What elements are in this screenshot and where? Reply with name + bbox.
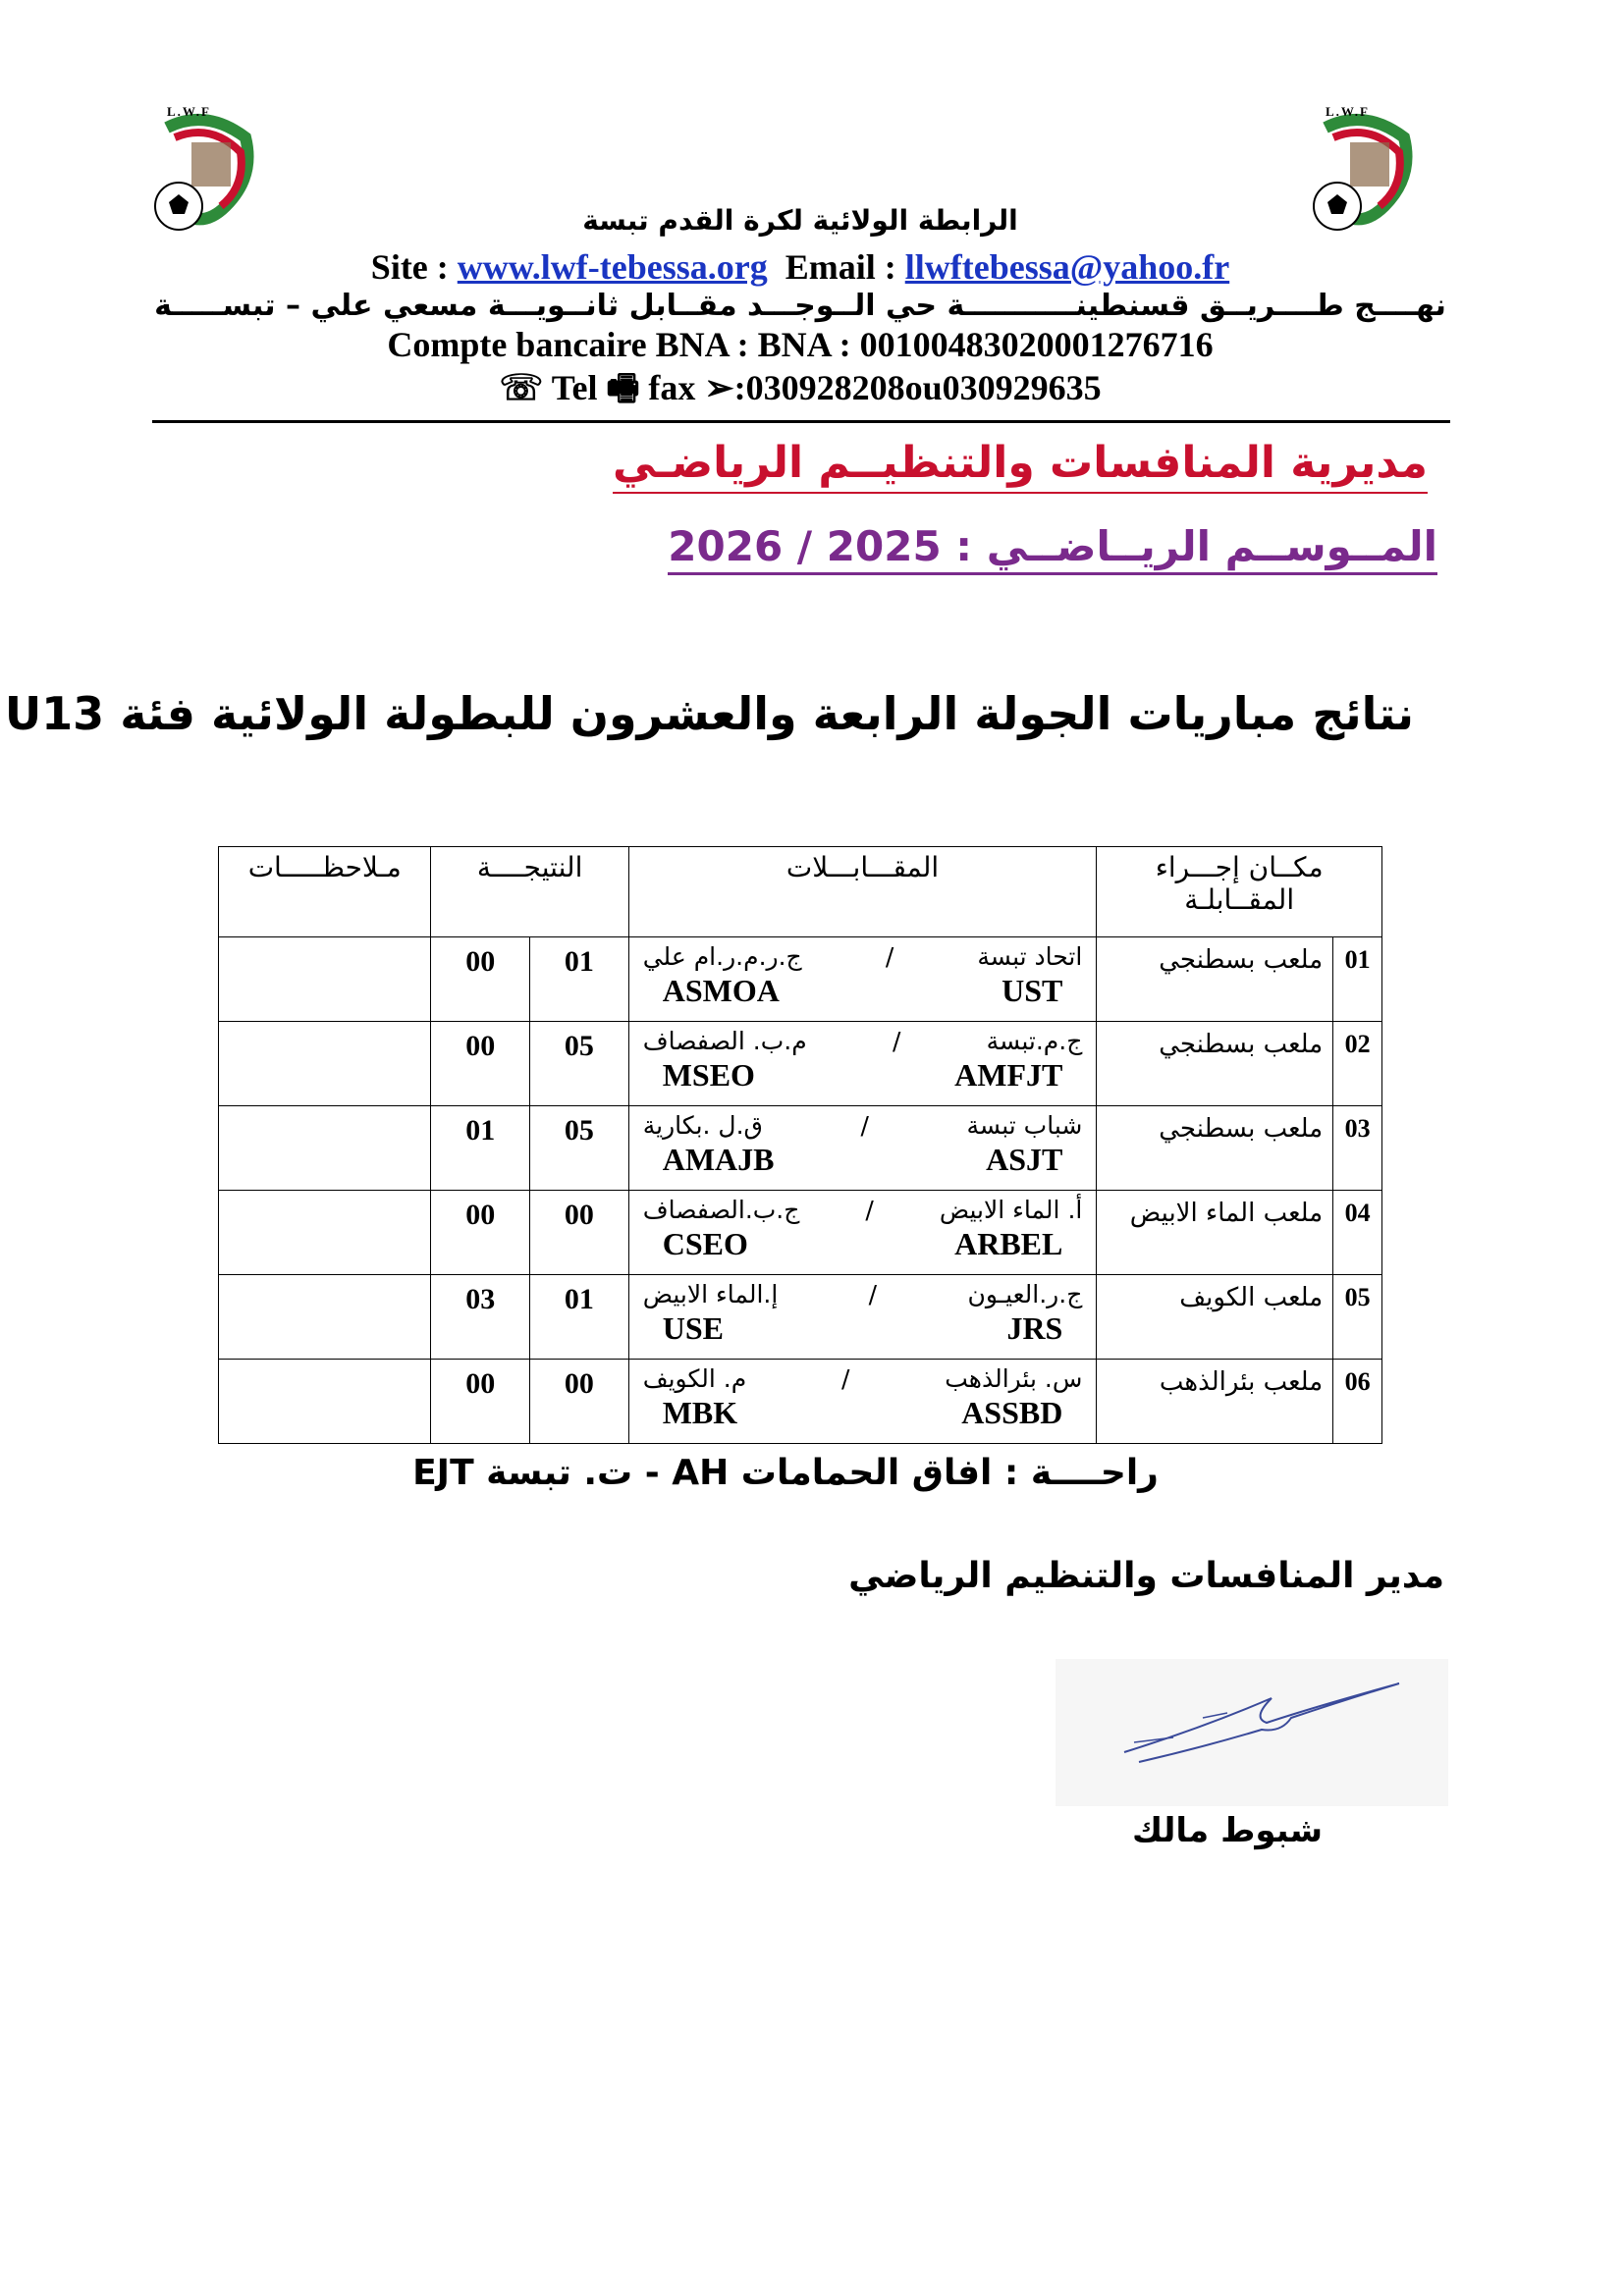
home-score: 05 <box>530 1106 629 1191</box>
league-name: الرابطة الولائية لكرة القدم تبسة <box>582 204 1018 237</box>
document-title: نتائج مباريات الجولة الرابعة والعشرون للبطولة الولائية فئة U13 <box>4 687 1414 740</box>
signature <box>1056 1659 1448 1806</box>
teams-codes <box>643 1310 1083 1346</box>
email-label: Email : <box>785 247 905 287</box>
letterhead <box>147 196 1453 409</box>
match-venue: ملعب بسطنجي <box>1097 1022 1333 1106</box>
match-notes <box>219 1106 431 1191</box>
home-team: أ. الماء الابيض <box>939 1196 1083 1224</box>
match-teams <box>628 1191 1097 1275</box>
away-score: 00 <box>431 1360 530 1444</box>
away-team: ج.ر.م.ر.ام علي <box>642 942 802 971</box>
away-score: 03 <box>431 1275 530 1360</box>
match-number: 05 <box>1333 1275 1382 1360</box>
logo-text: L.W.F <box>167 104 211 119</box>
away-team-code: MBK <box>662 1395 738 1430</box>
away-score: 00 <box>431 937 530 1022</box>
match-venue: ملعب بئرالذهب <box>1097 1360 1333 1444</box>
match-venue: ملعب بسطنجي <box>1097 937 1333 1022</box>
teams-arabic <box>643 1026 1083 1057</box>
home-team-code: ARBEL <box>954 1226 1063 1261</box>
match-venue: ملعب بسطنجي <box>1097 1106 1333 1191</box>
teams-codes <box>643 1395 1083 1430</box>
results-table <box>218 846 1382 1444</box>
teams-codes <box>643 1142 1083 1177</box>
home-team-code: ASJT <box>986 1142 1063 1177</box>
match-teams <box>628 1275 1097 1360</box>
home-score: 01 <box>530 1275 629 1360</box>
match-venue: ملعب الماء الابيض <box>1097 1191 1333 1275</box>
away-score: 00 <box>431 1022 530 1106</box>
header-matches: المقـــابـــلات <box>628 847 1097 937</box>
header-result: النتيجــــة <box>431 847 628 937</box>
match-teams <box>628 1360 1097 1444</box>
away-team-code: CSEO <box>662 1226 748 1261</box>
away-team: إ.الماء الابيض <box>642 1280 779 1308</box>
match-notes <box>219 1360 431 1444</box>
separator: / <box>892 1027 901 1055</box>
separator: / <box>868 1280 878 1308</box>
home-score: 00 <box>530 1191 629 1275</box>
teams-codes <box>643 973 1083 1008</box>
table-row <box>219 1191 1382 1275</box>
match-number: 06 <box>1333 1360 1382 1444</box>
home-score: 00 <box>530 1360 629 1444</box>
home-team: اتحاد تبسة <box>977 942 1083 971</box>
home-score: 01 <box>530 937 629 1022</box>
home-team: شباب تبسة <box>966 1111 1083 1140</box>
table-row <box>219 1106 1382 1191</box>
away-score: 01 <box>431 1106 530 1191</box>
contact-line <box>147 245 1453 289</box>
match-teams <box>628 1106 1097 1191</box>
table-header-row <box>219 847 1382 937</box>
teams-arabic <box>643 1363 1083 1395</box>
email-link[interactable]: llwftebessa@yahoo.fr <box>904 247 1230 287</box>
header-venue: مكــان إجـــراء المقــابلـة <box>1097 847 1382 937</box>
home-team: ج.م.تبسة <box>986 1027 1083 1055</box>
header-notes: مـلاحظـــــات <box>219 847 431 937</box>
match-number: 03 <box>1333 1106 1382 1191</box>
home-team-code: ASSBD <box>961 1395 1063 1430</box>
separator: / <box>841 1364 850 1393</box>
match-number: 01 <box>1333 937 1382 1022</box>
separator: / <box>885 942 894 971</box>
match-notes <box>219 1022 431 1106</box>
away-team: ق.ل .بكارية <box>642 1111 763 1140</box>
match-teams <box>628 937 1097 1022</box>
bye-teams: راحــــة : افاق الحمامات AH - ت. تبسة EJT <box>412 1453 1159 1493</box>
away-score: 00 <box>431 1191 530 1275</box>
site-link[interactable]: www.lwf-tebessa.org <box>457 247 768 287</box>
away-team-code: MSEO <box>662 1057 755 1093</box>
logo-text: L.W.F <box>1326 104 1370 119</box>
match-notes <box>219 937 431 1022</box>
bank-account: Compte bancaire BNA : BNA : 00100483020001276716 <box>387 325 1214 364</box>
table-row <box>219 1022 1382 1106</box>
table-row <box>219 1275 1382 1360</box>
header-divider <box>152 420 1450 423</box>
away-team-code: ASMOA <box>662 973 780 1008</box>
table-row <box>219 1360 1382 1444</box>
season-label: المــوســم الريــاضــي : 2025 / 2026 <box>668 522 1437 575</box>
site-label: Site : <box>370 247 458 287</box>
director-label: مدير المنافسات والتنظيم الرياضي <box>848 1556 1444 1596</box>
away-team: ج.ب.الصفصاف <box>642 1196 800 1224</box>
teams-arabic <box>643 1195 1083 1226</box>
home-team-code: AMFJT <box>954 1057 1063 1093</box>
directorate-title: مديرية المنافسات والتنظيــم الرياضـي <box>613 438 1428 494</box>
teams-codes <box>643 1057 1083 1093</box>
match-notes <box>219 1275 431 1360</box>
home-team: ج.ر.العيـون <box>967 1280 1083 1308</box>
phone-fax: ☏ Tel 🖷 fax ➢:030928208ou030929635 <box>499 368 1102 407</box>
match-number: 02 <box>1333 1022 1382 1106</box>
match-number: 04 <box>1333 1191 1382 1275</box>
away-team-code: USE <box>662 1310 724 1346</box>
match-teams <box>628 1022 1097 1106</box>
address: نهــــج طــــريــق قسنطينـــــــــــة حي الــوجـــد مقــابل ثانــويـــة مسعي علي – تبســـــة <box>154 289 1446 323</box>
separator: / <box>860 1111 869 1140</box>
home-team-code: UST <box>1001 973 1063 1008</box>
away-team: م. الكويف <box>642 1364 747 1393</box>
home-team: س. بئرالذهب <box>945 1364 1083 1393</box>
match-venue: ملعب الكويف <box>1097 1275 1333 1360</box>
away-team: م.ب. الصفصاف <box>642 1027 807 1055</box>
home-score: 05 <box>530 1022 629 1106</box>
away-team-code: AMAJB <box>662 1142 775 1177</box>
home-team-code: JRS <box>1006 1310 1063 1346</box>
teams-arabic <box>643 941 1083 973</box>
separator: / <box>865 1196 874 1224</box>
table-row <box>219 937 1382 1022</box>
teams-codes <box>643 1226 1083 1261</box>
director-name: شبوط مالك <box>1131 1811 1324 1850</box>
teams-arabic <box>643 1110 1083 1142</box>
match-notes <box>219 1191 431 1275</box>
teams-arabic <box>643 1279 1083 1310</box>
